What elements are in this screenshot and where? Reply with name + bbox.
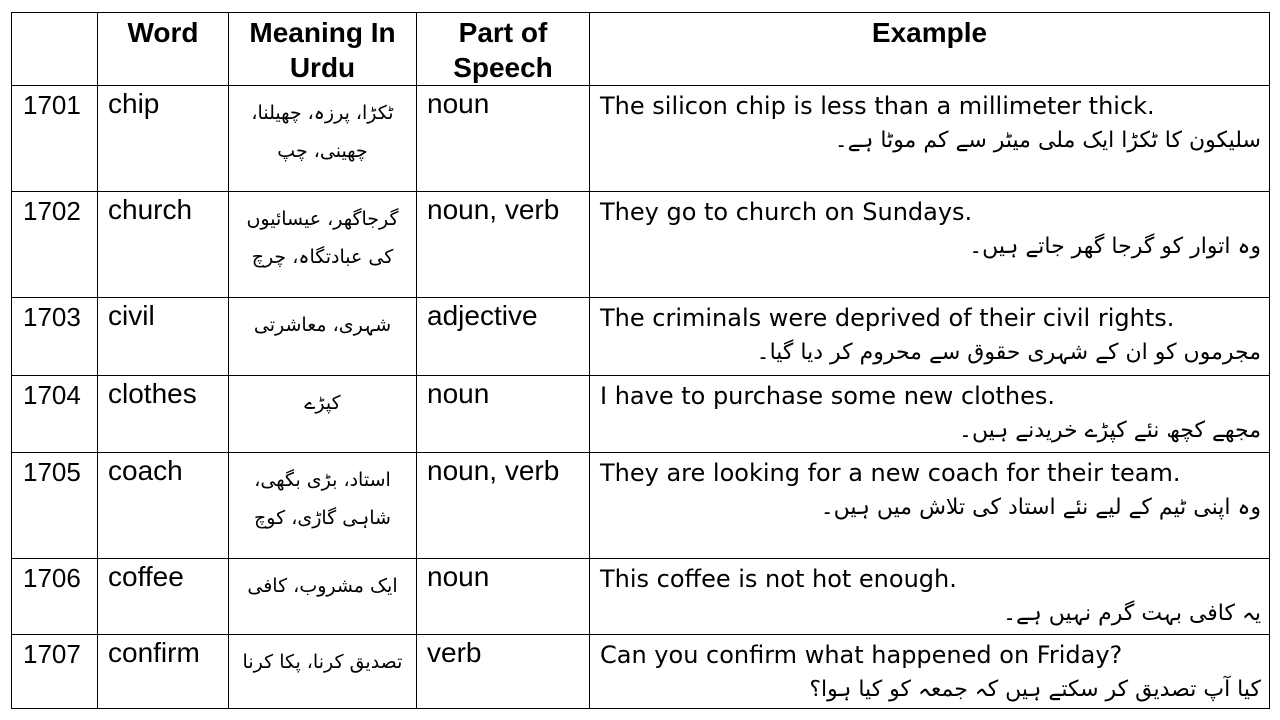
row-word: chip (98, 86, 229, 192)
example-english: They go to church on Sundays. (600, 198, 973, 226)
example-urdu: وہ اتوار کو گرجا گھر جاتے ہیں۔ (969, 234, 1261, 259)
row-word: church (98, 192, 229, 298)
row-number: 1707 (12, 635, 98, 709)
row-urdu-meaning: ٹکڑا، پرزہ، چھیلنا، چھینی، چپ (229, 86, 417, 192)
table-row (12, 635, 1270, 709)
row-number: 1705 (12, 453, 98, 559)
table-row (12, 559, 1270, 635)
row-part-of-speech: noun, verb (417, 453, 590, 559)
example-english: This coffee is not hot enough. (600, 565, 957, 593)
example-english: They are looking for a new coach for their team. (600, 459, 1181, 487)
row-part-of-speech: noun, verb (417, 192, 590, 298)
row-example (590, 453, 1270, 559)
row-number: 1702 (12, 192, 98, 298)
row-urdu-meaning: کپڑے (229, 376, 417, 453)
row-example (590, 298, 1270, 376)
row-urdu-meaning: تصدیق کرنا، پکا کرنا (229, 635, 417, 709)
row-urdu-meaning: شہری، معاشرتی (229, 298, 417, 376)
example-urdu: وہ اپنی ٹیم کے لیے نئے استاد کی تلاش میں ہیں۔ (820, 495, 1261, 520)
example-english: I have to purchase some new clothes. (600, 382, 1056, 410)
row-example (590, 559, 1270, 635)
row-part-of-speech: noun (417, 559, 590, 635)
row-urdu-meaning: ایک مشروب، کافی (229, 559, 417, 635)
row-number: 1703 (12, 298, 98, 376)
example-english: The criminals were deprived of their civil rights. (600, 304, 1175, 332)
row-word: coffee (98, 559, 229, 635)
row-example (590, 86, 1270, 192)
row-number: 1701 (12, 86, 98, 192)
row-example (590, 635, 1270, 709)
row-urdu-meaning: استاد، بڑی بگھی، شاہی گاڑی، کوچ (229, 453, 417, 559)
vocabulary-table (11, 12, 1270, 709)
row-number: 1706 (12, 559, 98, 635)
row-urdu-meaning: گرجاگھر، عیسائیوں کی عبادتگاہ، چرچ (229, 192, 417, 298)
row-part-of-speech: noun (417, 86, 590, 192)
example-english: Can you confirm what happened on Friday? (600, 641, 1123, 669)
row-example (590, 376, 1270, 453)
example-urdu: مجھے کچھ نئے کپڑے خریدنے ہیں۔ (959, 418, 1261, 443)
header-meaning: Meaning In Urdu (229, 13, 417, 86)
header-word: Word (98, 13, 229, 86)
row-word: clothes (98, 376, 229, 453)
table-row (12, 298, 1270, 376)
header-row (12, 13, 1270, 86)
example-urdu: یہ کافی بہت گرم نہیں ہے۔ (1003, 601, 1261, 626)
table-row (12, 86, 1270, 192)
table-row (12, 453, 1270, 559)
example-english: The silicon chip is less than a millimeter thick. (600, 92, 1155, 120)
row-part-of-speech: adjective (417, 298, 590, 376)
row-number: 1704 (12, 376, 98, 453)
header-example: Example (590, 13, 1270, 86)
row-part-of-speech: noun (417, 376, 590, 453)
row-example (590, 192, 1270, 298)
row-word: coach (98, 453, 229, 559)
header-number (12, 13, 98, 86)
example-urdu: کیا آپ تصدیق کر سکتے ہیں کہ جمعہ کو کیا ہوا؟ (809, 677, 1261, 702)
example-urdu: مجرموں کو ان کے شہری حقوق سے محروم کر دیا گیا۔ (756, 340, 1261, 365)
table-row (12, 192, 1270, 298)
table-row (12, 376, 1270, 453)
example-urdu: سلیکون کا ٹکڑا ایک ملی میٹر سے کم موٹا ہے۔ (834, 128, 1261, 153)
row-part-of-speech: verb (417, 635, 590, 709)
row-word: confirm (98, 635, 229, 709)
row-word: civil (98, 298, 229, 376)
header-part-of-speech: Part of Speech (417, 13, 590, 86)
